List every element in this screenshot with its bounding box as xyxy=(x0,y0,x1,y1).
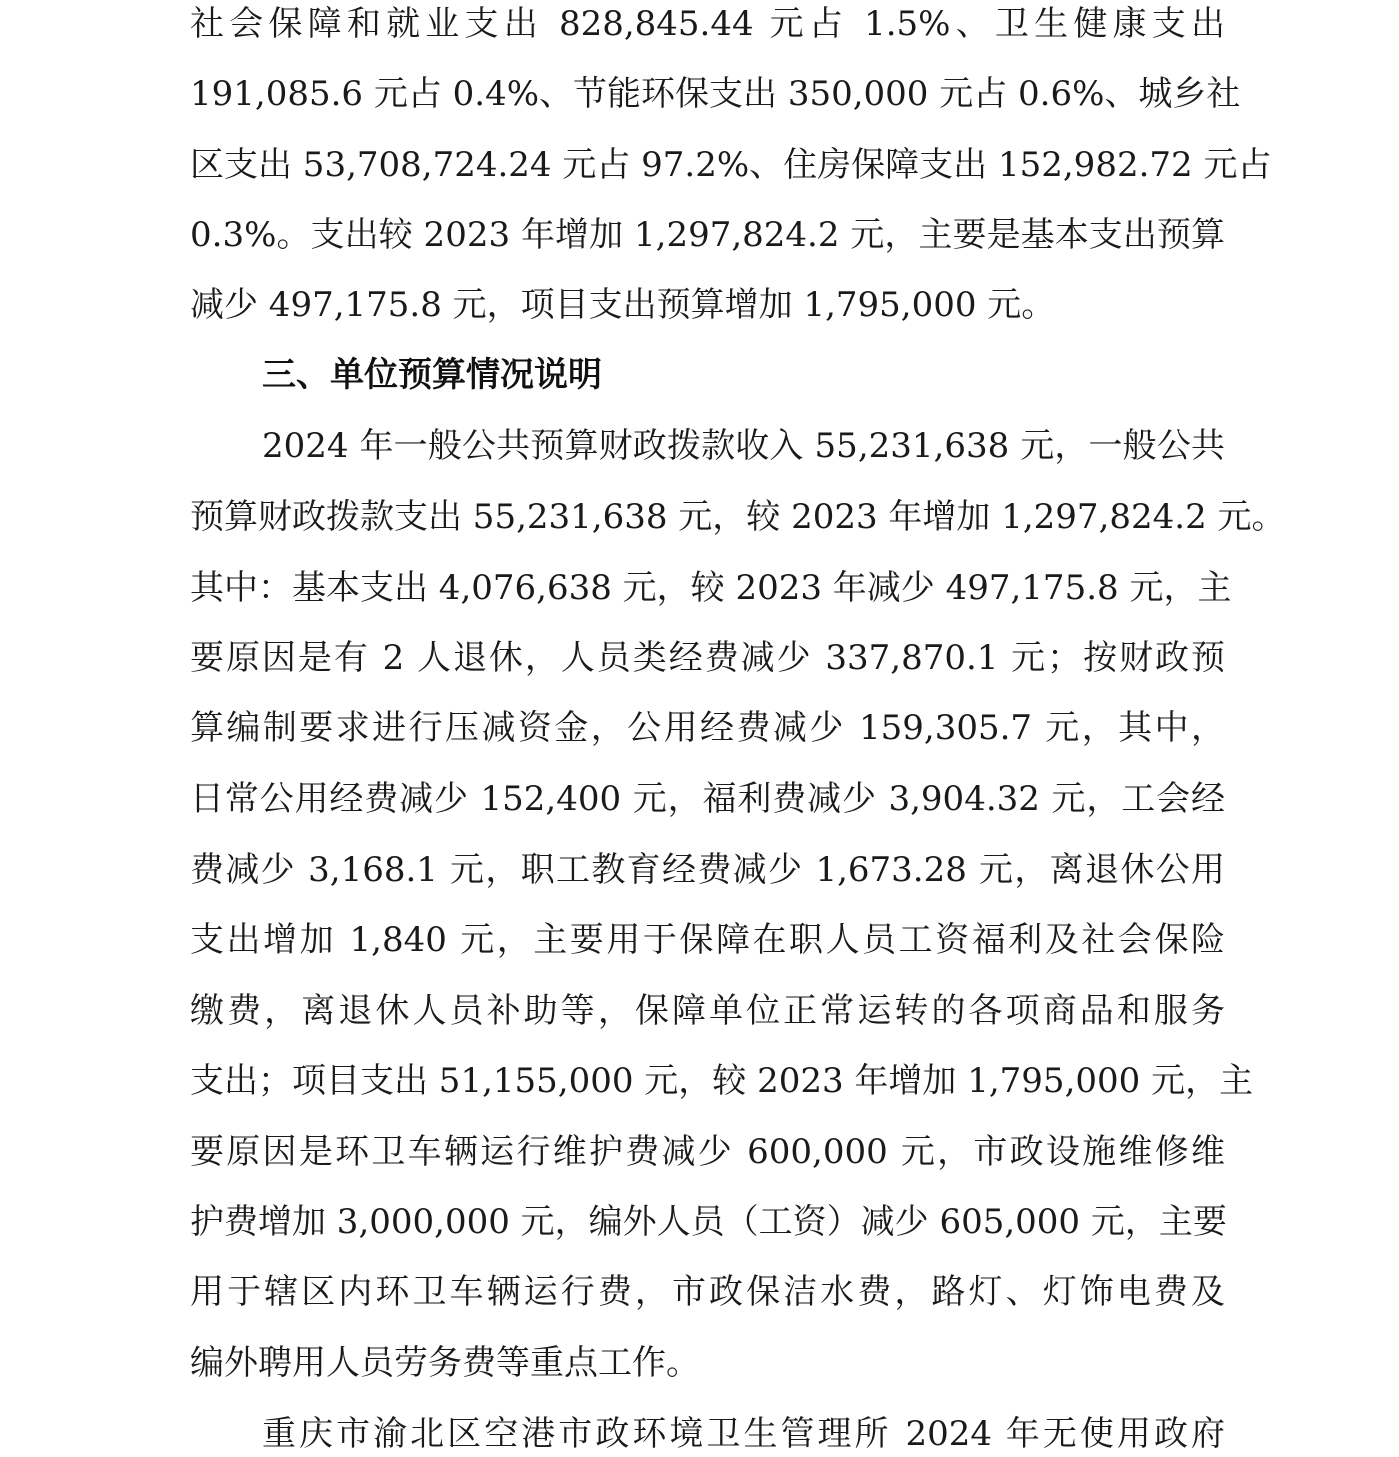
paragraph-line: 费减少 3,168.1 元，职工教育经费减少 1,673.28 元，离退休公用 xyxy=(190,850,1225,890)
paragraph-line: 0.3%。支出较 2023 年增加 1,297,824.2 元，主要是基本支出预算 xyxy=(190,215,1225,255)
paragraph-line: 区支出 53,708,724.24 元占 97.2%、住房保障支出 152,982.72 元占 xyxy=(190,145,1272,185)
paragraph-line: 减少 497,175.8 元，项目支出预算增加 1,795,000 元。 xyxy=(190,285,1056,325)
paragraph-line: 用于辖区内环卫车辆运行费，市政保洁水费，路灯、灯饰电费及 xyxy=(190,1272,1225,1312)
paragraph-line: 编外聘用人员劳务费等重点工作。 xyxy=(190,1343,700,1383)
paragraph-line: 护费增加 3,000,000 元，编外人员（工资）减少 605,000 元，主要 xyxy=(190,1202,1227,1242)
paragraph-line: 191,085.6 元占 0.4%、节能环保支出 350,000 元占 0.6%、城乡社 xyxy=(190,74,1241,114)
paragraph-line: 预算财政拨款支出 55,231,638 元，较 2023 年增加 1,297,824.2 元。 xyxy=(190,497,1286,537)
paragraph-line: 日常公用经费减少 152,400 元，福利费减少 3,904.32 元，工会经 xyxy=(190,779,1225,819)
section-heading: 三、单位预算情况说明 xyxy=(262,355,602,395)
paragraph-line: 要原因是环卫车辆运行维护费减少 600,000 元，市政设施维修维 xyxy=(190,1132,1225,1172)
paragraph-line: 社会保障和就业支出 828,845.44 元占 1.5%、卫生健康支出 xyxy=(190,4,1225,44)
paragraph-line: 2024 年一般公共预算财政拨款收入 55,231,638 元，一般公共 xyxy=(262,426,1225,466)
paragraph-line: 支出；项目支出 51,155,000 元，较 2023 年增加 1,795,000 元，主 xyxy=(190,1061,1254,1101)
paragraph-line: 算编制要求进行压减资金，公用经费减少 159,305.7 元，其中， xyxy=(190,708,1225,748)
paragraph-line: 要原因是有 2 人退休，人员类经费减少 337,870.1 元；按财政预 xyxy=(190,638,1225,678)
paragraph-line: 重庆市渝北区空港市政环境卫生管理所 2024 年无使用政府 xyxy=(262,1414,1225,1454)
paragraph-line: 其中：基本支出 4,076,638 元，较 2023 年减少 497,175.8 元，主 xyxy=(190,568,1232,608)
paragraph-line: 缴费，离退休人员补助等，保障单位正常运转的各项商品和服务 xyxy=(190,991,1225,1031)
paragraph-line: 支出增加 1,840 元，主要用于保障在职人员工资福利及社会保险 xyxy=(190,920,1225,960)
